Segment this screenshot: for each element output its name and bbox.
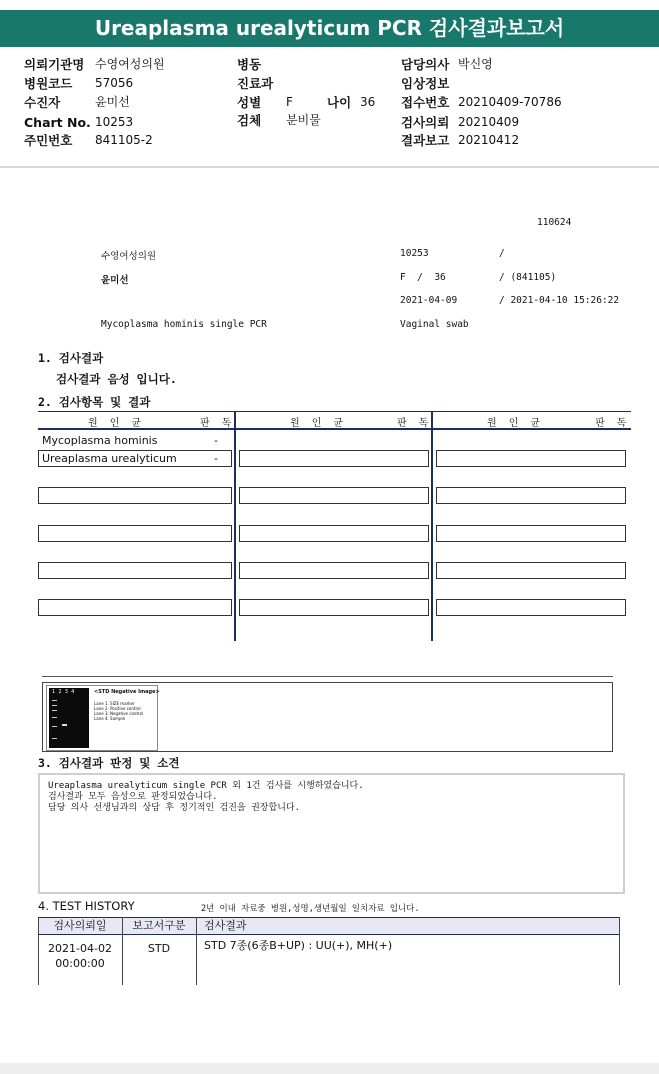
report-name: 윤미선	[101, 275, 129, 286]
result-row-2-name: Ureaplasma urealyticum	[42, 452, 177, 465]
request-label: 검사의뢰	[401, 115, 450, 130]
section2-heading: 2. 검사항목 및 결과	[38, 395, 151, 409]
institution-label: 의뢰기관명	[24, 57, 85, 72]
history-row-date	[38, 941, 122, 971]
section4-heading: 4. TEST HISTORY	[38, 899, 135, 913]
history-col-divider	[619, 917, 620, 985]
header-divider	[0, 166, 659, 168]
result-cell-box	[436, 450, 626, 467]
col-judgement-1: 판 독	[200, 418, 232, 429]
history-date: 2021-04-02	[48, 942, 112, 955]
report-chart: 10253	[400, 248, 429, 259]
report-test-name: Mycoplasma hominis single PCR	[101, 319, 267, 330]
col-pathogen-3: 원 인 균	[487, 418, 541, 429]
report-clinic: 수영여성의원	[101, 251, 157, 262]
gel-caption: <STD Negative Image>	[94, 689, 160, 695]
report-datetime: / 2021-04-10 15:26:22	[499, 295, 620, 306]
doctor-value: 박신영	[458, 57, 493, 71]
results-column-divider	[431, 411, 433, 641]
result-row-1-name: Mycoplasma hominis	[42, 434, 158, 447]
request-value: 20210409	[458, 115, 520, 129]
gel-band	[62, 724, 67, 726]
history-col-divider	[196, 917, 197, 985]
receipt-label: 접수번호	[401, 95, 450, 110]
patient-label: 수진자	[24, 95, 61, 110]
history-col-result: 검사결과	[204, 919, 247, 932]
result-cell-box	[436, 487, 626, 504]
gel-band	[52, 710, 57, 711]
gel-image	[46, 685, 158, 751]
opinion-line: 검사결과 모두 음성으로 판정되었습니다.	[48, 792, 218, 802]
clinical-label: 임상정보	[401, 76, 450, 91]
report-slash: /	[499, 248, 505, 259]
results-column-divider	[234, 411, 236, 641]
result-cell-box	[239, 525, 429, 542]
result-cell-box	[38, 562, 232, 579]
section1-heading: 1. 검사결과	[38, 351, 104, 365]
gel-lane-numbers: 1 2 3 4	[52, 689, 75, 695]
opinion-line: Ureaplasma urealyticum single PCR 외 1건 검사를 시행하였습니다.	[48, 781, 364, 791]
gel-legend	[94, 701, 143, 721]
history-row-result: STD 7종(6종B+UP) : UU(+), MH(+)	[204, 939, 393, 952]
gel-top-line	[42, 676, 613, 677]
result-cell-box	[38, 525, 232, 542]
gel-legend-item: Lane 1. SIZE marker	[94, 701, 135, 706]
gel-band	[52, 700, 57, 701]
gel-legend-item: Lane 2. Positive control	[94, 706, 141, 711]
age-label: 나이	[327, 95, 352, 110]
gel-band	[52, 738, 57, 739]
dept-label: 진료과	[237, 76, 274, 91]
report-label: 결과보고	[401, 133, 450, 148]
ward-label: 병동	[237, 57, 262, 72]
result-cell-box	[239, 450, 429, 467]
resident-value: 841105-2	[95, 133, 153, 147]
sex-value: F	[286, 95, 293, 109]
doctor-label: 담당의사	[401, 57, 450, 72]
result-row-2-value: -	[214, 452, 218, 465]
result-row-1-value: -	[214, 434, 218, 447]
result-cell-box	[436, 599, 626, 616]
report-birth: / (841105)	[499, 272, 557, 283]
hospital-code-value: 57056	[95, 76, 134, 90]
result-cell-box	[239, 562, 429, 579]
opinion-text	[48, 781, 364, 814]
specimen-value: 분비물	[286, 113, 321, 127]
receipt-value: 20210409-70786	[458, 95, 562, 109]
resident-label: 주민번호	[24, 133, 73, 148]
results-table-top-line	[38, 411, 631, 412]
chart-value: 10253	[95, 115, 134, 129]
report-specimen: Vaginal swab	[400, 319, 469, 330]
section3-heading: 3. 검사결과 판정 및 소견	[38, 756, 180, 770]
history-col-type: 보고서구분	[132, 919, 186, 932]
result-cell-box	[38, 599, 232, 616]
gel-legend-item: Lane 3. Negative control	[94, 711, 144, 716]
report-collect-date: 2021-04-09	[400, 295, 458, 306]
chart-label: Chart No.	[24, 115, 91, 130]
result-cell-box	[239, 599, 429, 616]
result-cell-box	[38, 487, 232, 504]
result-cell-box	[436, 562, 626, 579]
report-sex-age: F / 36	[400, 272, 446, 283]
specimen-label: 검체	[237, 113, 262, 128]
gel-lanes-panel	[49, 688, 89, 748]
col-judgement-3: 판 독	[595, 418, 627, 429]
opinion-box	[38, 773, 625, 894]
gel-band	[52, 705, 57, 706]
hospital-code-label: 병원코드	[24, 76, 73, 91]
history-time: 00:00:00	[55, 957, 105, 970]
history-col-date: 검사의뢰일	[53, 919, 107, 932]
col-pathogen-2: 원 인 균	[290, 418, 344, 429]
history-row-type: STD	[147, 942, 171, 955]
opinion-line: 담당 의사 선생님과의 상담 후 정기적인 검진을 권장합니다.	[48, 803, 301, 813]
footer-strip	[0, 1063, 659, 1074]
section1-text: 검사결과 음성 입니다.	[56, 372, 177, 386]
col-pathogen-1: 원 인 균	[88, 418, 142, 429]
gel-band	[52, 726, 57, 727]
gel-band	[52, 717, 57, 718]
age-value: 36	[360, 95, 376, 109]
section4-note: 2년 이내 자료중 병원,성명,생년월일 일치자료 입니다.	[201, 904, 420, 914]
report-title: Ureaplasma urealyticum PCR 검사결과보고서	[0, 10, 659, 47]
result-cell-box	[436, 525, 626, 542]
report-value: 20210412	[458, 133, 520, 147]
sex-label: 성별	[237, 95, 262, 110]
patient-value: 윤미선	[95, 95, 130, 109]
gel-legend-item: Lane 4. Sample	[94, 716, 126, 721]
report-code: 110624	[537, 217, 572, 228]
history-table	[38, 917, 620, 985]
col-judgement-2: 판 독	[397, 418, 429, 429]
institution-value: 수영여성의원	[95, 57, 165, 71]
result-cell-box	[239, 487, 429, 504]
